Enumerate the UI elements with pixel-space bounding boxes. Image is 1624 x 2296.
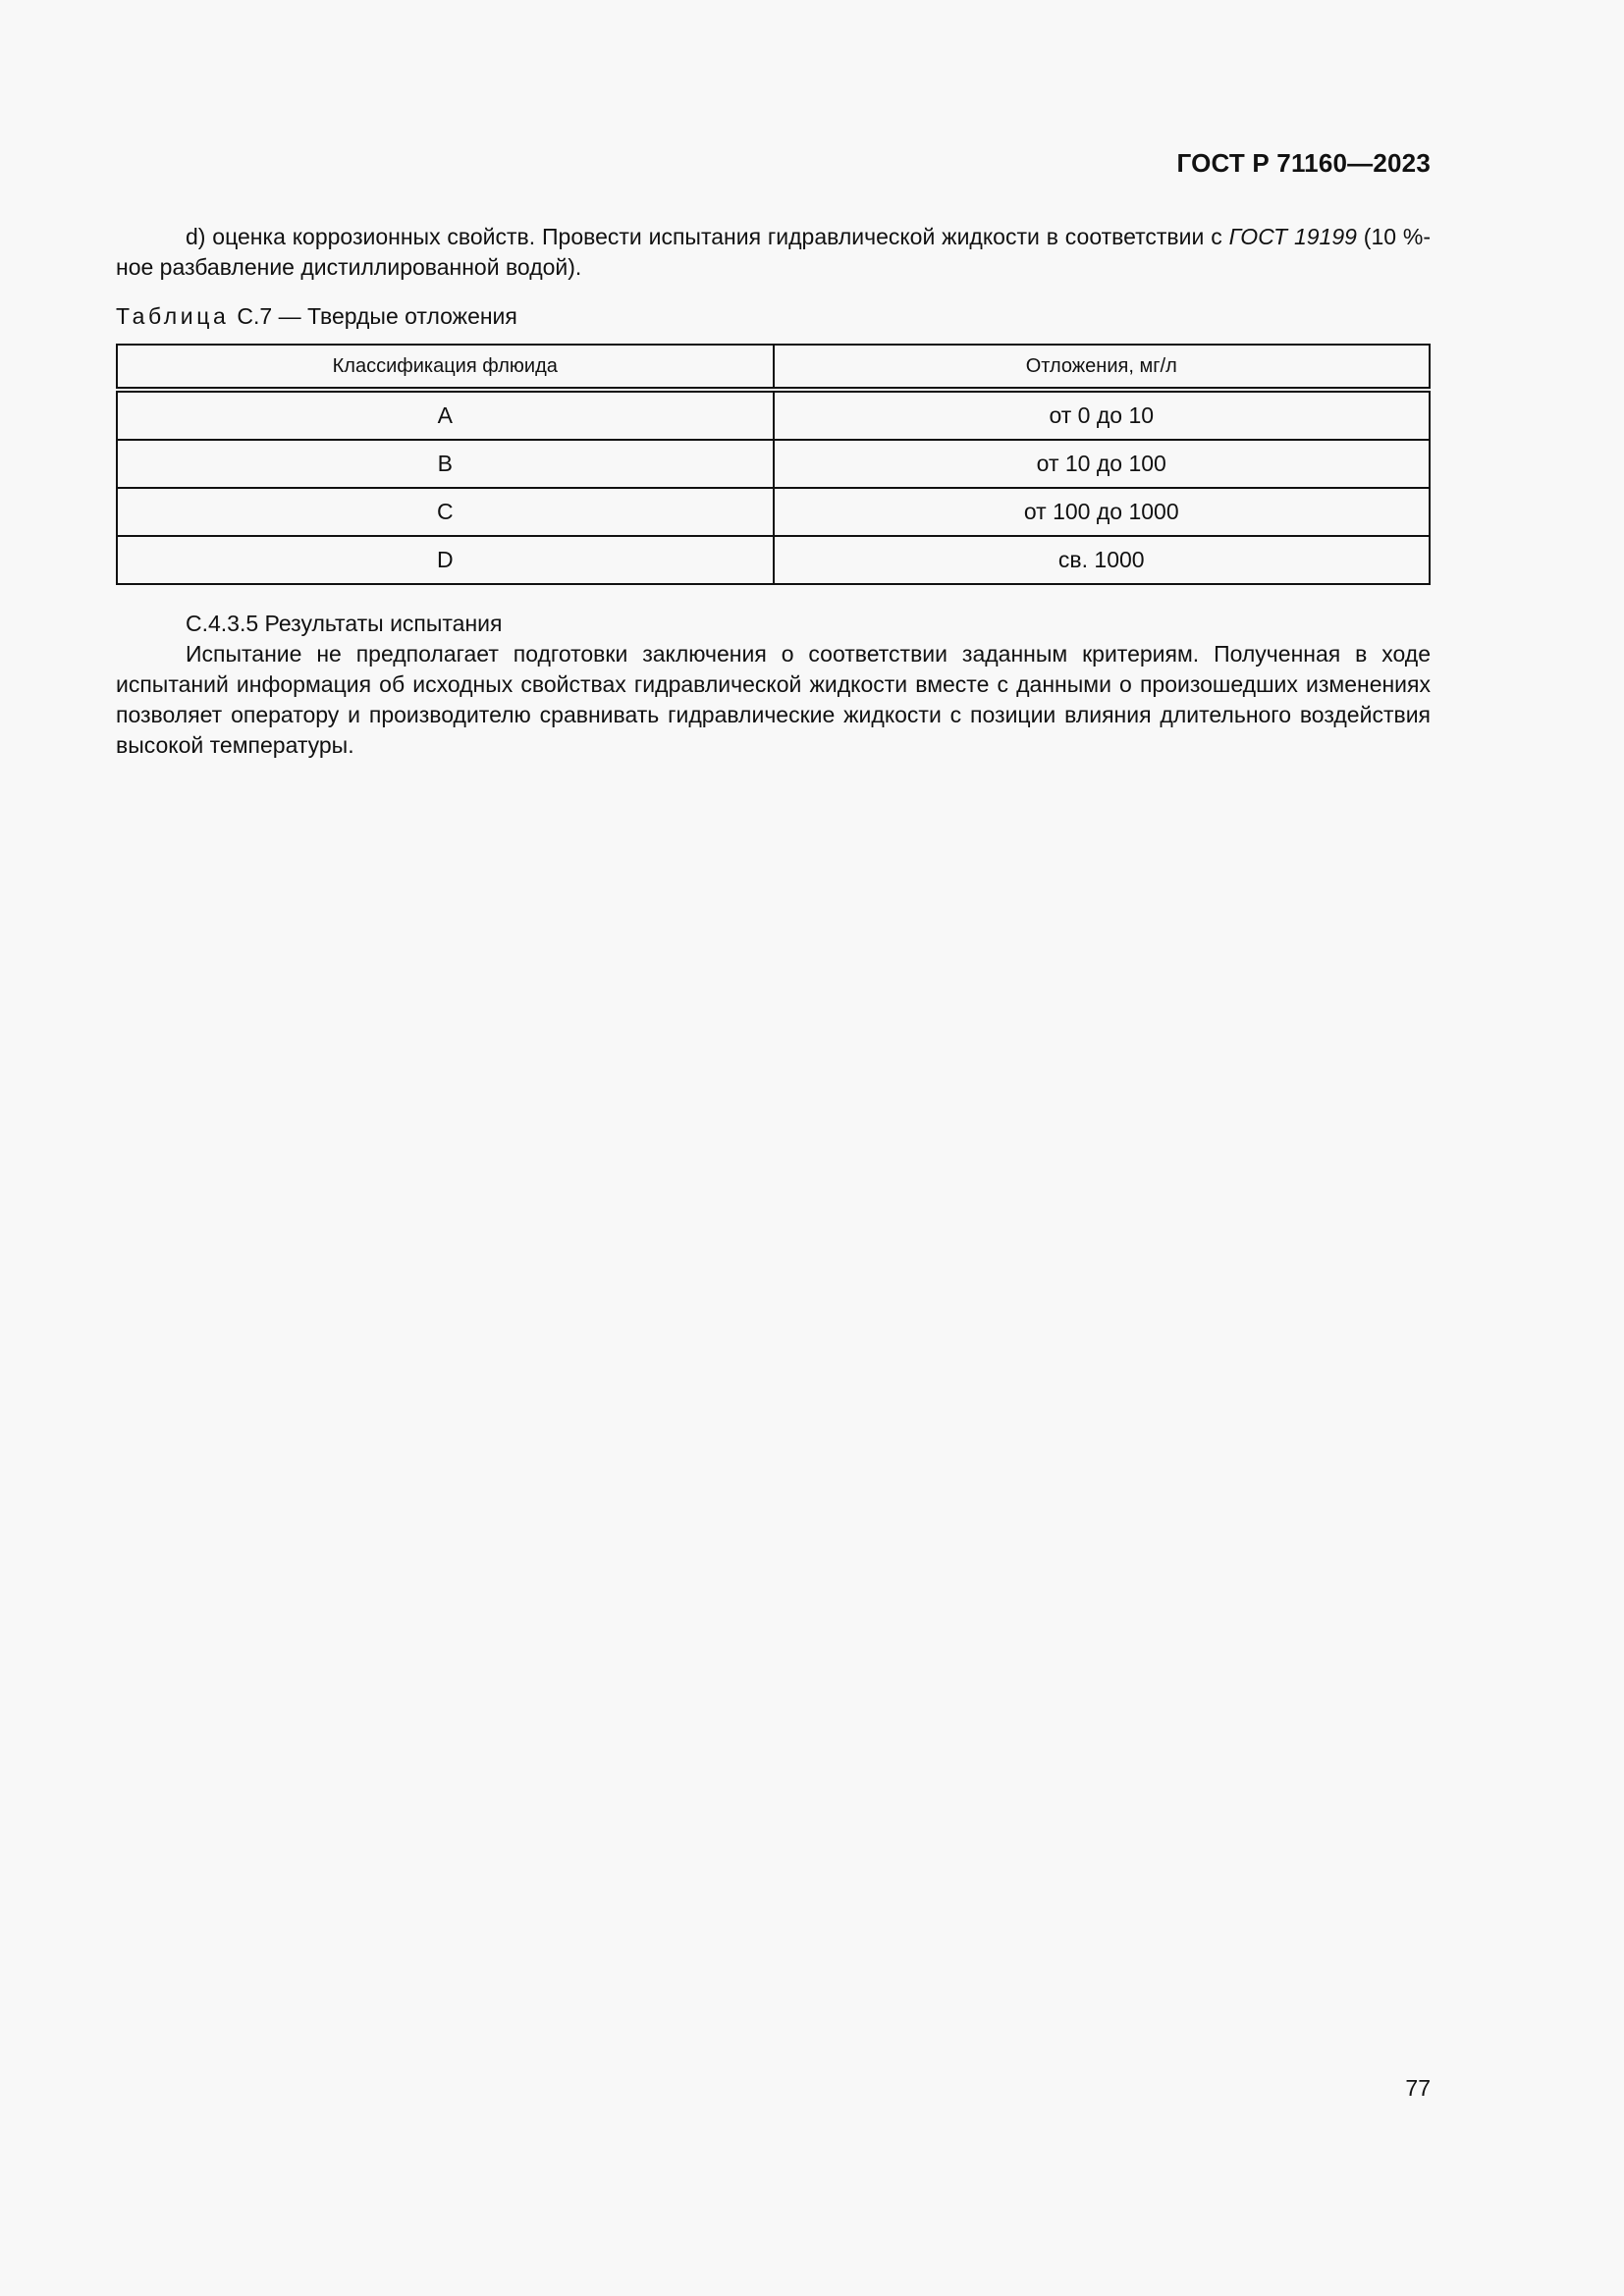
table-caption-text: С.7 — Твердые отложения — [237, 303, 517, 329]
deposits-cell: от 0 до 10 — [774, 390, 1431, 440]
page-content — [116, 222, 1431, 761]
page-number: 77 — [1405, 2075, 1431, 2101]
table-row — [117, 488, 1430, 536]
document-code-header: ГОСТ Р 71160—2023 — [1176, 148, 1431, 178]
test-results-paragraph: Испытание не предполагает подготовки заключения о соответствии заданным критериям. Полученная в ходе испытаний информация об исходных свойствах гидравлической жидкости вместе с данными о произошедших изменениях позволяет оператору и производителю сравнивать гидравлические жидкости с позиции влияния длительного воздействия высокой температуры. — [116, 641, 1431, 758]
table-caption-prefix: Таблица — [116, 303, 230, 329]
standard-reference: ГОСТ 19199 — [1228, 224, 1357, 249]
corrosion-test-paragraph — [116, 222, 1431, 283]
deposits-cell: св. 1000 — [774, 536, 1431, 584]
header-fluid-classification: Классификация флюида — [117, 345, 774, 390]
corrosion-text-start: d) оценка коррозионных свойств. Провести испытания гидравлической жидкости в соответствии с — [186, 224, 1229, 249]
fluid-class-cell: D — [117, 536, 774, 584]
solid-deposits-table — [116, 344, 1431, 585]
header-deposits: Отложения, мг/л — [774, 345, 1431, 390]
table-row — [117, 536, 1430, 584]
section-heading: С.4.3.5 Результаты испытания — [186, 611, 503, 636]
table-row — [117, 390, 1430, 440]
corrosion-text-end: (10 %-ное разбавление дистиллированной водой). — [116, 224, 1431, 280]
table-header-row — [117, 345, 1430, 390]
fluid-class-cell: C — [117, 488, 774, 536]
table-row — [117, 440, 1430, 488]
deposits-cell: от 100 до 1000 — [774, 488, 1431, 536]
test-results-section — [116, 609, 1431, 761]
fluid-class-cell: B — [117, 440, 774, 488]
table-caption — [116, 301, 1431, 332]
deposits-cell: от 10 до 100 — [774, 440, 1431, 488]
fluid-class-cell: A — [117, 390, 774, 440]
